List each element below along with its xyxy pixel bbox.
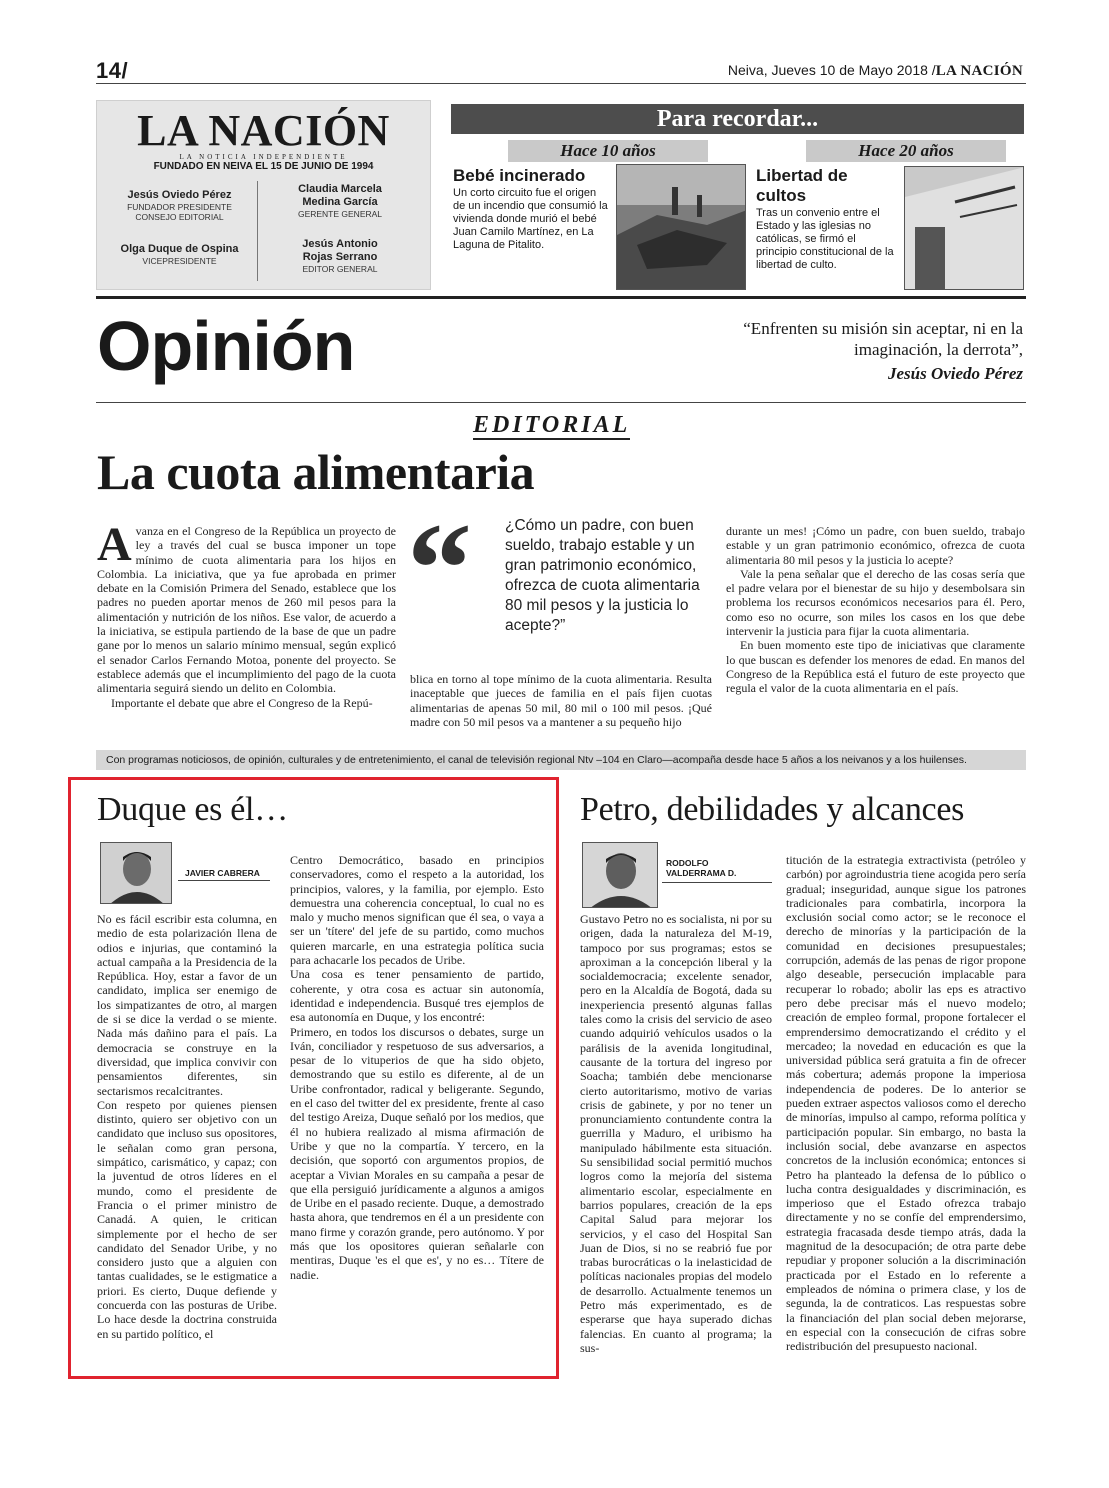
masthead [96,100,431,290]
paragraph: No es fácil escribir esta columna, en medio de esta polarización llena de odios e injurias, que contaminó la actual campaña a la Presidencia de la República. Hoy, estar a favor de un candidato, implica ser enemigo de los simpatizantes de otro, al margen de si se dice la verdad o se miente. Nada más dañino para el país. La democracia se construye en la diversidad, que implica convivir con pensamientos diferentes, sin sectarismos recalcitrantes. [97,912,277,1098]
author-photo [582,842,658,908]
person-role: GERENTE GENERAL [297,209,383,219]
paragraph: En buen momento este tipo de iniciativas que claramente lo que buscan es defender los menores de edad. En manos del Congreso de la República está el futuro de este proyecto que regula el valor de la cuota alimentaria en el país. [726,638,1025,696]
header-rule [96,83,1026,84]
person-name: Jesús Oviedo Pérez [127,189,232,201]
hace-20-label: Hace 20 años [806,140,1006,162]
founder-quote: “Enfrenten su misión sin aceptar, ni en la imaginación, la derrota”, [743,319,1023,359]
opinion-rule [96,402,1026,403]
section-title: Opinión [97,307,355,385]
fire-photo-image [617,165,746,290]
recordar-item-title: Bebé incinerado [453,166,586,185]
editorial-title: La cuota alimentaria [97,444,535,500]
person-name: Olga Duque de Ospina [120,243,239,255]
masthead-founded: FUNDADO EN NEIVA EL 15 DE JUNIO DE 1994 [153,161,374,172]
editorial-column-2 [410,672,712,729]
section-rule [96,296,1026,299]
author-name [666,858,736,878]
paragraph: blica en torno al tope mínimo de la cuota alimentaria. Resulta inaceptable que jueces de familia en el país fijen cuotas alimentarias de apenas 50 mil, 80 mil o 100 mil pesos. ¡Qué madre con 50 mil pesos va a mantener a su pequeño hijo [410,672,712,729]
editorial-column-1 [97,518,396,710]
pull-quote: ¿Cómo un padre, con buen sueldo, trabajo estable y un gran patrimonio económico, ofrezca de cuota alimentaria 80 mil pesos y la justicia lo acepte?” [505,517,700,634]
paragraph: titución de la estrategia extractivista (petróleo y carbón) por agroindustria tiene acogida pero sería gradual; inseguridad, aunque sigue los patrones tradicionales para combatirla, incorpora la exclusión social como actor; se le reconoce el derecho de minorías y la participación de la comunidad en decisiones presupuestales; corrupción, además de las penas de rigor propone algo deseable, persecución implacable para recuperar lo robado; abolir las eps es atractivo pero debe precisar más el nuevo modelo; creación de empleo formal, propone fortalecer el emprendersimo democratizando el crédito y el mercadeo; la novedad en educación es que la universidad pública será gratuita a fin de ofrecer más cobertura; además propone la imperiosa independencia de poderes. De lo anterior se pueden extraer aspectos valiosos como el derecho de minorías, impulso al campo, reforma política y participación popular. Sin embargo, no basta la inclusión social, debe avanzarse en aspectos concretos de la inclusión económica; entonces si Petro ha planteado la defensa de lo público o lucha contra desigualdades y discriminación, es imperioso que el Estado ofrezca trabajo directamente y no se confíe del emprendersimo, estrategia fracasada desde tiempo atrás, dada la magnitud de la desocupación; de otra parte debe repudiar y proponer solución a la discriminación practicada por el Estado en lo referente a empleados de nómina o primera clase, y los de segunda, la de contraticos. Las respuestas sobre la financiación del plan social deben mejorarse, en especial con la consecución de cifras sobre redistribución del presupuesto nacional. [786,853,1026,1354]
masthead-person [265,238,415,274]
column-right-col-1 [580,912,772,1355]
editorial-kicker: EDITORIAL [473,412,631,438]
dateline-brand: LA NACIÓN [935,63,1023,79]
dateline [728,62,1023,80]
masthead-tagline: LA NOTICIA INDEPENDIENTE [179,153,348,161]
paragraph: Primero, en todos los discursos o debates, surge un Iván, conciliador y respetuoso de sus adversarios, a pesar de lo vituperios de que ha sido objeto, demostrando que su estilo es diferente, al de un Uribe confrontador, radical y beligerante. Segundo, en el caso del twitter del ex presidente, frente al caso del testigo Areiza, Duque señaló por los medios, que él no hubiera realizado al misma afirmación de Uribe y que no la compartía. Y tercero, en la decisión, que soportó con argumentos propios, de aceptar a Vivian Morales en su campaña a pesar de que ella persiguió jurídicamente a algunos a amigos de Uribe en el pasado reciente. Duque, a demostrado hasta ahora, que tendremos en él a un presidente con mano firme y corazón grande, pero autónomo. Y por más que los opositores quieran señalarle con mentiras, Duque 'es el que es', y no es… Títere de nadie. [290,1024,544,1282]
masthead-person [107,189,252,222]
paragraph: Una cosa es tener pensamiento de partido, coherente, y otra cosa es actuar sin autonomía, identidad e independencia. Busqué tres ejemplos de esa autonomía en Duque, y los encontré: [290,967,544,1025]
founder-quote-author: Jesús Oviedo Pérez [887,364,1023,383]
paragraph: durante un mes! ¡Cómo un padre, con buen sueldo, trabajo estable y un gran patrimonio económico, ofrezca de cuota alimentaria 80 mil pesos y la justicia lo acepte? [726,524,1025,567]
fire-photo [616,164,746,290]
person-role: VICEPRESIDENTE [142,256,217,266]
byline-rule [662,882,772,883]
hace-10-label: Hace 10 años [508,140,708,162]
paragraph: Gustavo Petro no es socialista, ni por su origen, dada la naturaleza del M-19, tampoco por sus programas; estos se aproximan a la concepción liberal y la socialdemocracia; excelente senador, pero en la Alcaldía de Bogotá, dada su inexperiencia presentó algunas fallas tales como la crisis del servicio de aseo cuando adquirió vehículos usados o la parálisis de la avenida longitudinal, causante de la tortura del ingreso por Soacha; también debe mencionarse cierto autoritarismo, motivo de varias crisis de gabinete, y por no tener un pronunciamiento contundente contra la guerrilla y Maduro, el uribismo ha manipulado hábilmente esta situación. Su sensibilidad social permitió muchos logros como la mejoría del sistema alimentario escolar, especialmente en barrios populares, creación de la eps Capital Salud para mejorar los servicios, y el caso del Hospital San Juan de Dios, si no se reabrió fue por trabas burocráticas o la inelasticidad de políticas nacionales propias del modelo de desarrollo. Actualmente tenemos un Petro más experimentado, es de esperarse que haya superado dichas falencias. En cuanto al programa; la sus- [580,912,772,1355]
author-name: JAVIER CABRERA [185,868,260,878]
masthead-person [107,243,252,266]
masthead-logo: LA NACIÓN [137,106,390,155]
paragraph: Centro Democrático, basado en principios conservadores, como el respeto a la autoridad, los principios, valores, y la familia, por ejemplo. Esto demuestra una coherencia conceptual, lo cual no es malo y mucho menos significan que él sea, o vaya a ser un 'títere' del jefe de su partido, como muchos quieren marcarle, en una estrategia política sucia para achacarle los pecados de Uribe. [290,853,544,968]
quote-mark-icon: “ [407,497,472,641]
column-title: Petro, debilidades y alcances [580,791,965,828]
recordar-item-text: Un corto circuito fue el origen de un incendio que consumió la vivienda donde murió el bebé Juan Camilo Martínez, en La Laguna de Pitalito. [453,187,608,251]
dateline-text: Neiva, Jueves 10 de Mayo 2018 / [727,62,936,78]
author-photo-image [583,843,658,908]
highlight-box [68,777,559,1379]
column-right-col-2 [786,853,1026,1353]
paragraph: Importante el debate que abre el Congreso de la Repú- [111,695,373,710]
recordar-item-text: Tras un convenio entre el Estado y las iglesias no católicas, se firmó el principio constitucional de la libertad de culto. [756,207,894,271]
dropcap: A [97,518,132,571]
person-name: Jesús Antonio Rojas Serrano [302,238,378,263]
church-photo [904,166,1024,290]
paragraph: Con respeto por quienes piensen distinto, quiero ser objetivo con un candidato que incluso sus opositores, le señalan como gran persona, simpático, carismático, y capaz; con la juventud de otros líderes en el mundo, como el presidente de Francia o el primer ministro de Canadá. A quien, le critican simplemente por el hecho de ser candidato del Senador Uribe, y no considero justo que a alguien con tantas cualidades, se le estigmatice a priori. Es cierto, Duque defiende y concuerda con las posturas de Uribe. Lo hace desde la doctrina construida en su partido político, el [97,1097,277,1341]
column-title: Duque es él… [97,791,288,828]
paragraph: Vale la pena señalar que el derecho de las cosas sería que el padre velara por el bienestar de su hijo y desembolsara sin problema los recursos económicos necesarios para él. Pero, como eso no ocurre, son miles los casos en los que debe intervenir la justicia para fijar la cuota alimentaria. [726,566,1025,639]
person-role: FUNDADOR PRESIDENTE CONSEJO EDITORIAL [127,202,232,222]
author-name-line: RODOLFO [666,858,709,868]
promo-strip: Con programas noticiosos, de opinión, culturales y de entretenimiento, el canal de televisión regional Ntv –104 en Claro—acompaña desde hace 5 años a los neivanos y a los huilenses. [96,750,1026,770]
person-name: Claudia Marcela Medina García [298,183,382,208]
paragraph: vanza en el Congreso de la República un proyecto de ley a través del cual se busca imponer un tope mínimo de cuota alimentaria para los hijos en Colombia. La iniciativa, que ya fue aprobada en primer debate en la Comisión Primera del Senado, establece que los padres no pueden aportar menos de 260 mil pesos para la alimentación y nutrición de los niños. Ese valor, de acuerdo a la iniciativa, se estipula partiendo de la base de que un padre gane por lo menos un salario mínimo mensual, según explicó el senador Carlos Fernando Motoa, ponente del proyecto. Se establece además que el incumplimiento del pago de la cuota alimentaria seguirá siendo un delito en Colombia. [97,524,396,696]
church-photo-image [905,167,1024,290]
author-name-line: VALDERRAMA D. [666,868,737,878]
person-role: EDITOR GENERAL [302,264,378,274]
masthead-divider [257,181,258,281]
recordar-item-title: Libertad de cultos [756,166,848,205]
editorial-column-3 [726,524,1025,696]
page-number: 14/ [96,58,129,83]
masthead-person [265,183,415,219]
recordar-title: Para recordar... [451,104,1024,134]
